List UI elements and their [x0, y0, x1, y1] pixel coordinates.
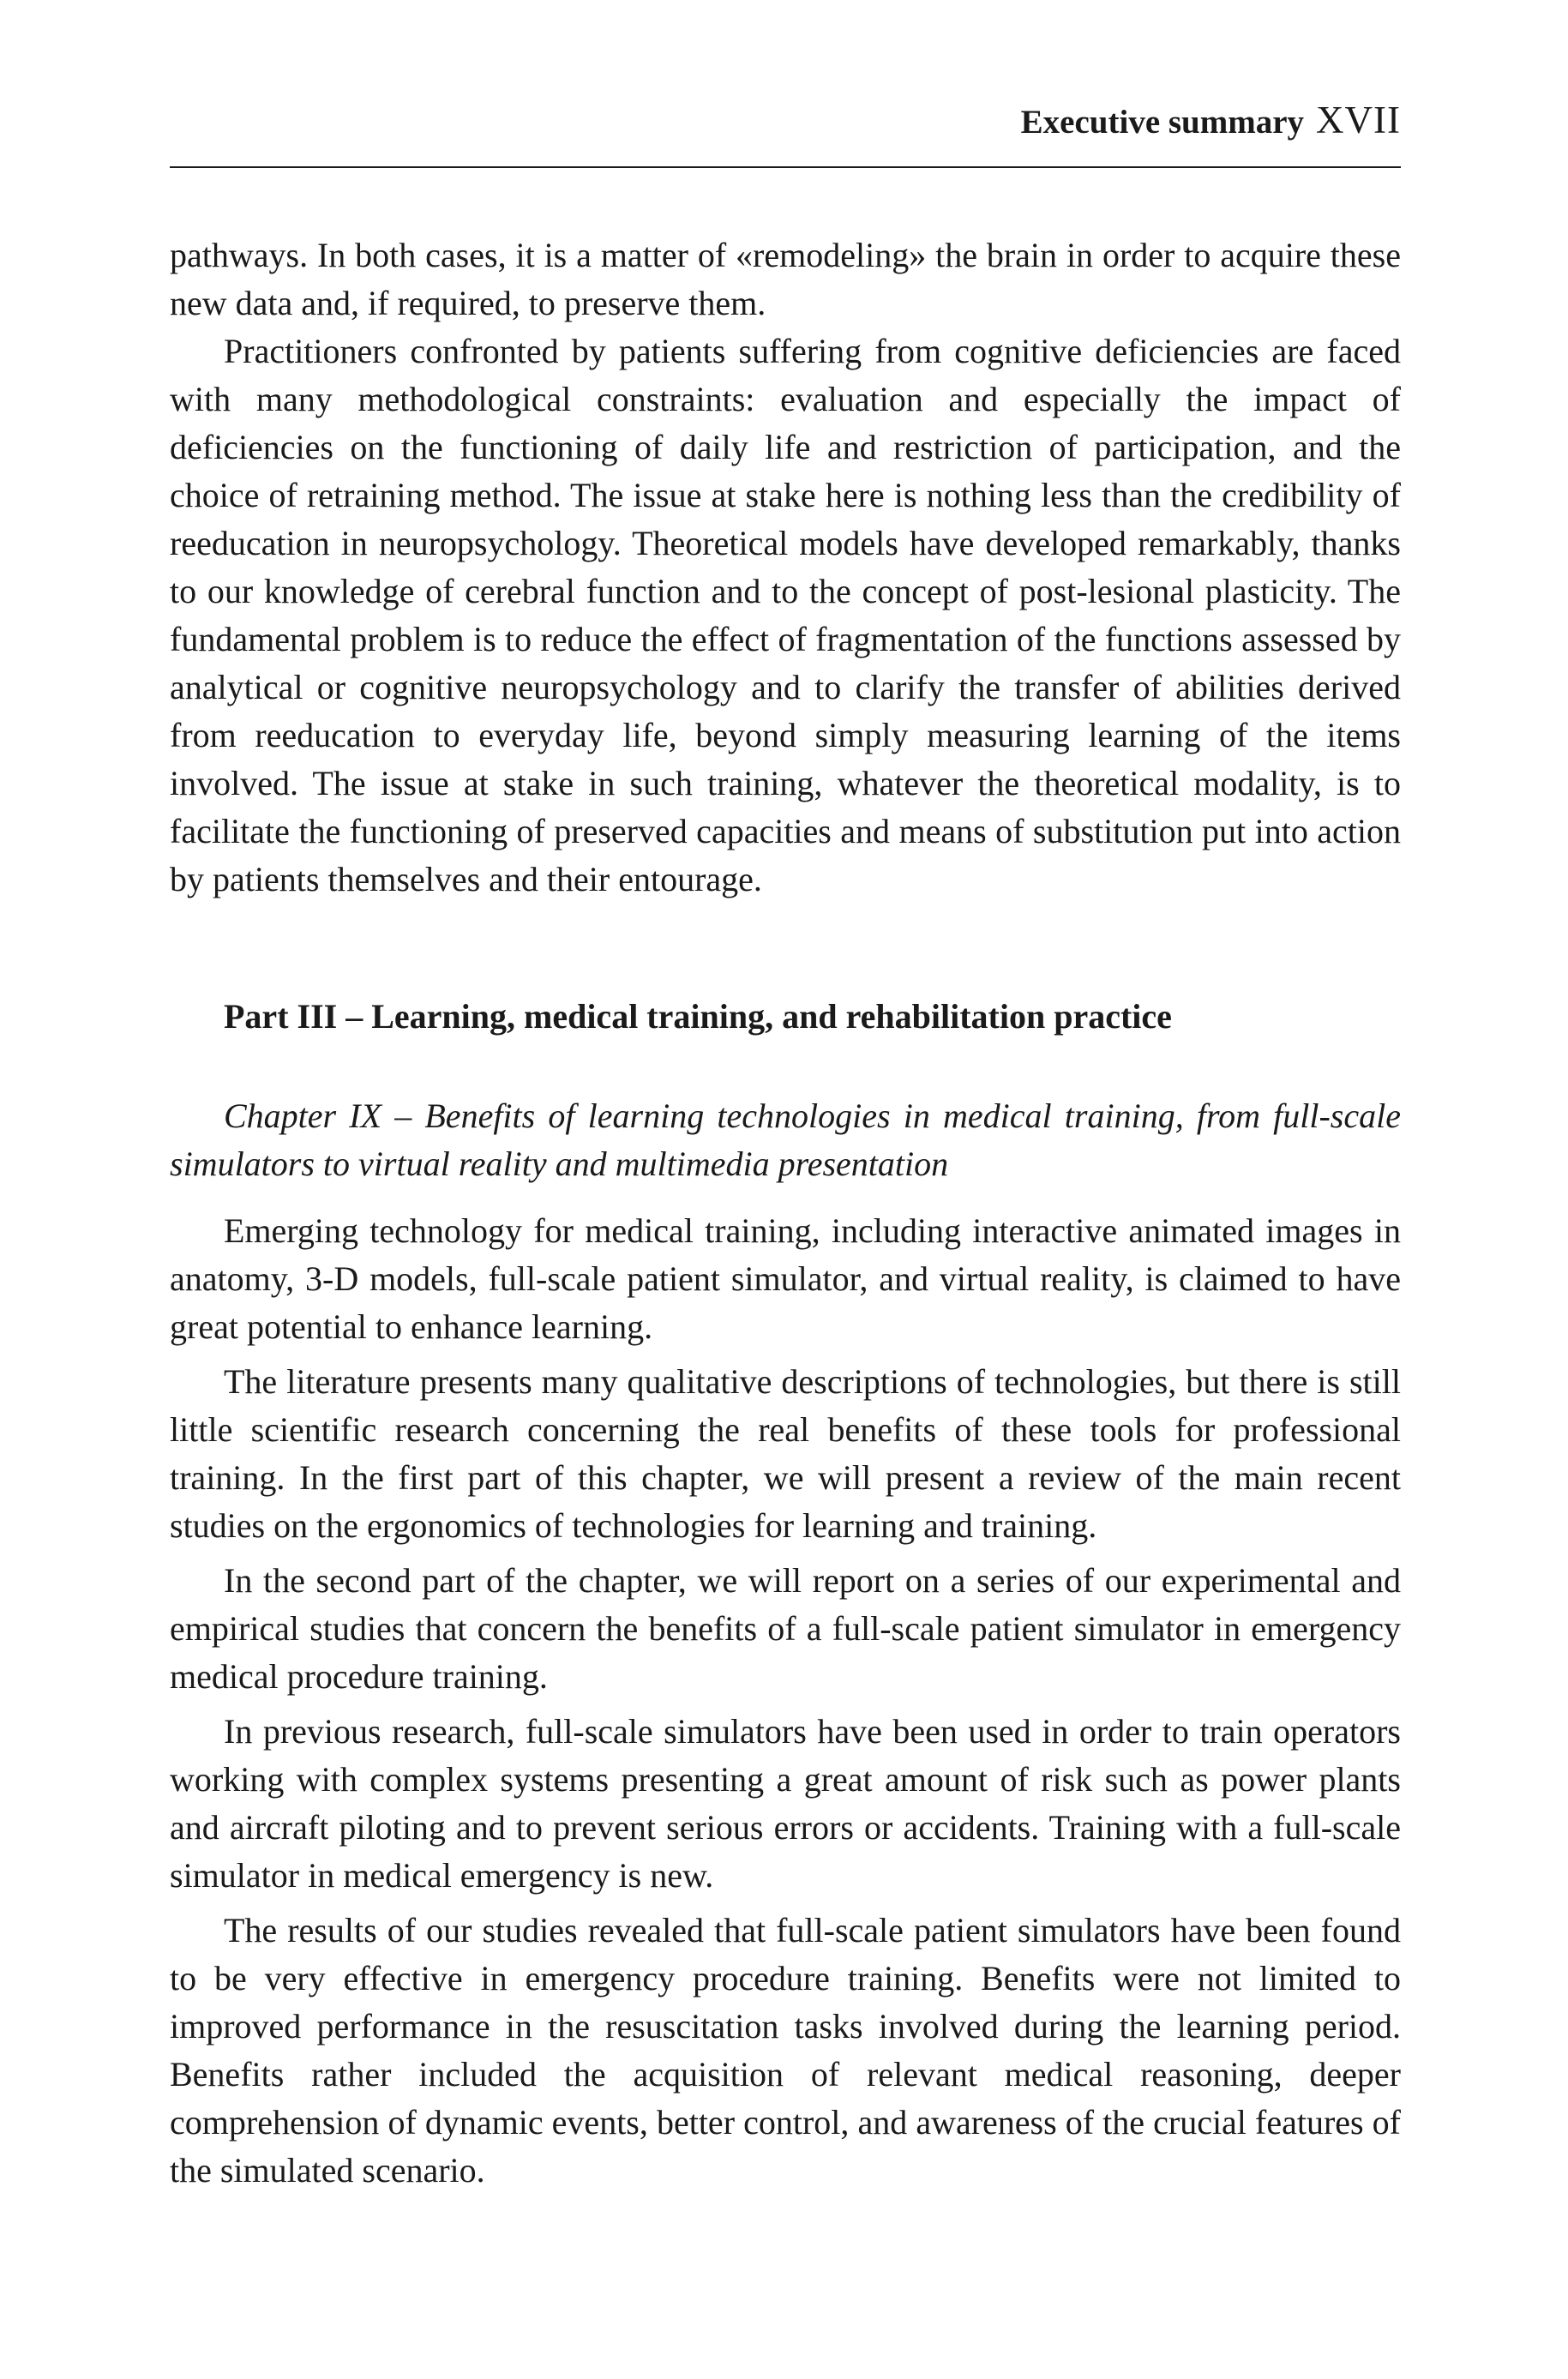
page-body — [170, 231, 1401, 2195]
paragraph: In the second part of the chapter, we will report on a series of our experimental and empirical studies that concern the benefits of a full-scale patient simulator in emergency medical procedure training. — [170, 1561, 1401, 1696]
running-title: Executive summary — [1020, 104, 1305, 141]
header-rule — [170, 166, 1401, 168]
paragraph: The results of our studies revealed that full-scale patient simulators have been found to be very effective in emergency procedure training. Benefits were not limited to improved performance in the resuscitation tasks involved during the learning period. Benefits rather included the acquisition of relevant medical reasoning, deeper comprehension of dynamic events, better control, and awareness of the crucial features of the simulated scenario. — [170, 1911, 1401, 2190]
paragraph: The literature presents many qualitative descriptions of technologies, but there is still little scientific research concerning the real benefits of these tools for professional training. In the first part of this chapter, we will present a review of the main recent studies on the ergonomics of technologies for learning and training. — [170, 1362, 1401, 1545]
paragraph: pathways. In both cases, it is a matter of «remodeling» the brain in order to acquire these new data and, if required, to preserve them. — [170, 236, 1401, 322]
part-heading: Part III – Learning, medical training, and rehabilitation practice — [224, 997, 1172, 1036]
paragraph: Emerging technology for medical training, including interactive animated images in anatomy, 3-D models, full-scale patient simulator, and virtual reality, is claimed to have great potential to enhance learning. — [170, 1211, 1401, 1346]
page-number: XVII — [1316, 99, 1401, 141]
paragraph: Practitioners confronted by patients suffering from cognitive deficiencies are faced with many methodological constraints: evaluation and especially the impact of deficiencies on the functioning of daily life and restriction of participation, and the choice of retraining method. The issue at stake here is nothing less than the credibility of reeducation in neuropsychology. Theoretical models have developed remarkably, thanks to our knowledge of cerebral function and to the concept of post-lesional plasticity. The fundamental problem is to reduce the effect of fragmentation of the functions assessed by analytical or cognitive neuropsychology and to clarify the transfer of abilities derived from reeducation to everyday life, beyond simply measuring learning of the items involved. The issue at stake in such training, whatever the theoretical modality, is to facilitate the functioning of preserved capacities and means of substitution put into action by patients themselves and their entourage. — [170, 332, 1401, 898]
paragraph: In previous research, full-scale simulators have been used in order to train operators working with complex systems presenting a great amount of risk such as power plants and aircraft piloting and to prevent serious errors or accidents. Training with a full-scale simulator in medical emergency is new. — [170, 1712, 1401, 1895]
chapter-title: Chapter IX – Benefits of learning technologies in medical training, from full-scale simulators to virtual reality and multimedia presentation — [170, 1096, 1401, 1183]
running-head — [1021, 101, 1401, 140]
